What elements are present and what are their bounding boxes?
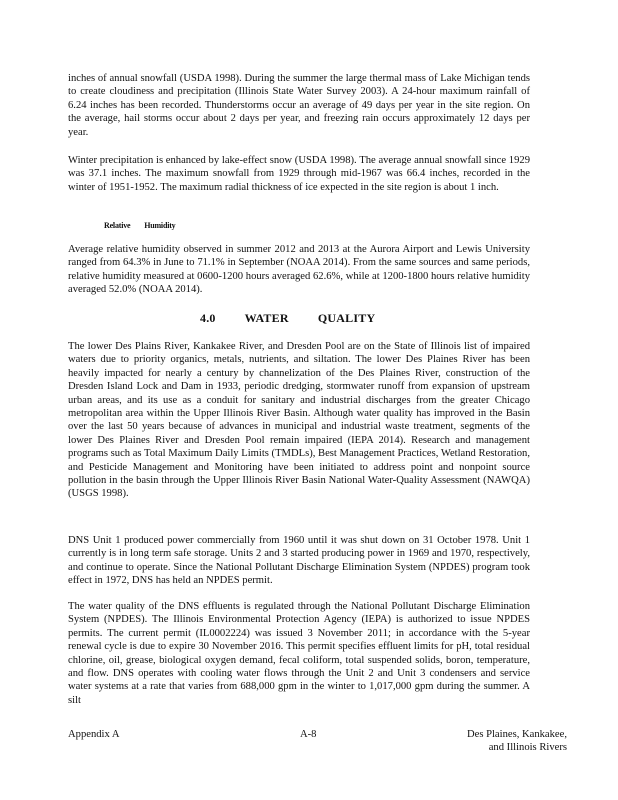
subheading-relative-humidity: Relative Humidity — [104, 221, 176, 230]
paragraph-text: inches of annual snowfall (USDA 1998). During the summer the large thermal mass of Lake Michigan tends to create cloudiness and precipitation (Illinois State Water Survey 2003). A 24-hour maximum rainfall of 6.24 inches has been recorded. Thunderstorms occur an average of 49 days per year in the site region. On the average, hail storms occur about 2 days per year, and freezing rain occurs approximately 12 days per year. — [68, 73, 530, 138]
paragraph-text: DNS Unit 1 produced power commercially from 1960 until it was shut down on 31 October 1978. Unit 1 currently is in long term safe storage. Units 2 and 3 started producing power in 1969 and 1970, respectively, and continue to operate. Since the National Pollutant Discharge Elimination System (NPDES) program took effect in 1972, DNS has held an NPDES permit. — [68, 535, 530, 587]
paragraph-winter-precipitation — [68, 154, 530, 207]
paragraph-humidity — [68, 243, 530, 310]
paragraph-impaired-waters — [68, 340, 530, 514]
section-heading-water-quality: 4.0 WATER QUALITY — [200, 311, 376, 325]
paragraph-text: Average relative humidity observed in summer 2012 and 2013 at the Aurora Airport and Lewis University ranged from 64.3% in June to 71.1% in September (NOAA 2014). From the same sources and same periods, relative humidity measured at 0600-1200 hours averaged 62.6%, while at 1200-1800 hours relative humidity averaged 52.0% (NOAA 2014). — [68, 244, 530, 296]
paragraph-npdes-permit — [68, 600, 530, 720]
footer-document-title: Des Plaines, Kankakee, and Illinois Rivers — [466, 729, 567, 754]
footer-appendix-label: Appendix A — [68, 729, 120, 740]
paragraph-dns-units — [68, 534, 530, 601]
paragraph-text: The lower Des Plains River, Kankakee River, and Dresden Pool are on the State of Illinois list of impaired waters due to priority organics, metals, nutrients, and siltation. The lower Des Plaines River has been heavily impacted for nearly a century by channelization of the Des Plaines River, construction of the Dresden Island Lock and Dam in 1933, periodic dredging, stormwater runoff from expansion of upstream urban areas, and its use as a conduit for sanitary and industrial discharges from the greater Chicago metropolitan area within the Upper Illinois River Basin. Although water quality has improved in the Basin over the last 50 years because of advances in municipal and industrial waste treatment, segments of the lower Des Plaines River and Dresden Pool remain impaired (IEPA 2014). Research and management programs such as Total Maximum Daily Limits (TMDLs), Best Management Practices, Wetland Restoration, and Pesticide Management and Monitoring have been initiated to address point and nonpoint source pollution in the basin through the Upper Illinois River Basin National Water-Quality Assessment (NAWQA) (USGS 1998). — [68, 341, 530, 500]
paragraph-text: Winter precipitation is enhanced by lake-effect snow (USDA 1998). The average annual snowfall since 1929 was 37.1 inches. The maximum snowfall from 1929 through mid-1967 was 66.4 inches, recorded in the winter of 1951-1952. The maximum radial thickness of ice expected in the site region is about 1 inch. — [68, 155, 530, 193]
paragraph-text: The water quality of the DNS effluents is regulated through the National Pollutant Discharge Elimination System (NPDES). The Illinois Environmental Protection Agency (IEPA) is authorized to issue NPDES permits. The current permit (IL0002224) was issued 3 November 2011; in accordance with the 5-year renewal cycle is due to expire 30 November 2016. This permit specifies effluent limits for pH, total residual chlorine, oil, grease, biological oxygen demand, fecal coliform, total suspended solids, boron, temperature, and flow. DNS operates with cooling water flows through the Unit 2 and Unit 3 condensers and service water systems at a rate that varies from 688,000 gpm in the winter to 1,017,000 gpm during the summer. A silt — [68, 601, 530, 706]
footer-page-number: A-8 — [300, 729, 317, 740]
paragraph-precipitation — [68, 72, 530, 152]
